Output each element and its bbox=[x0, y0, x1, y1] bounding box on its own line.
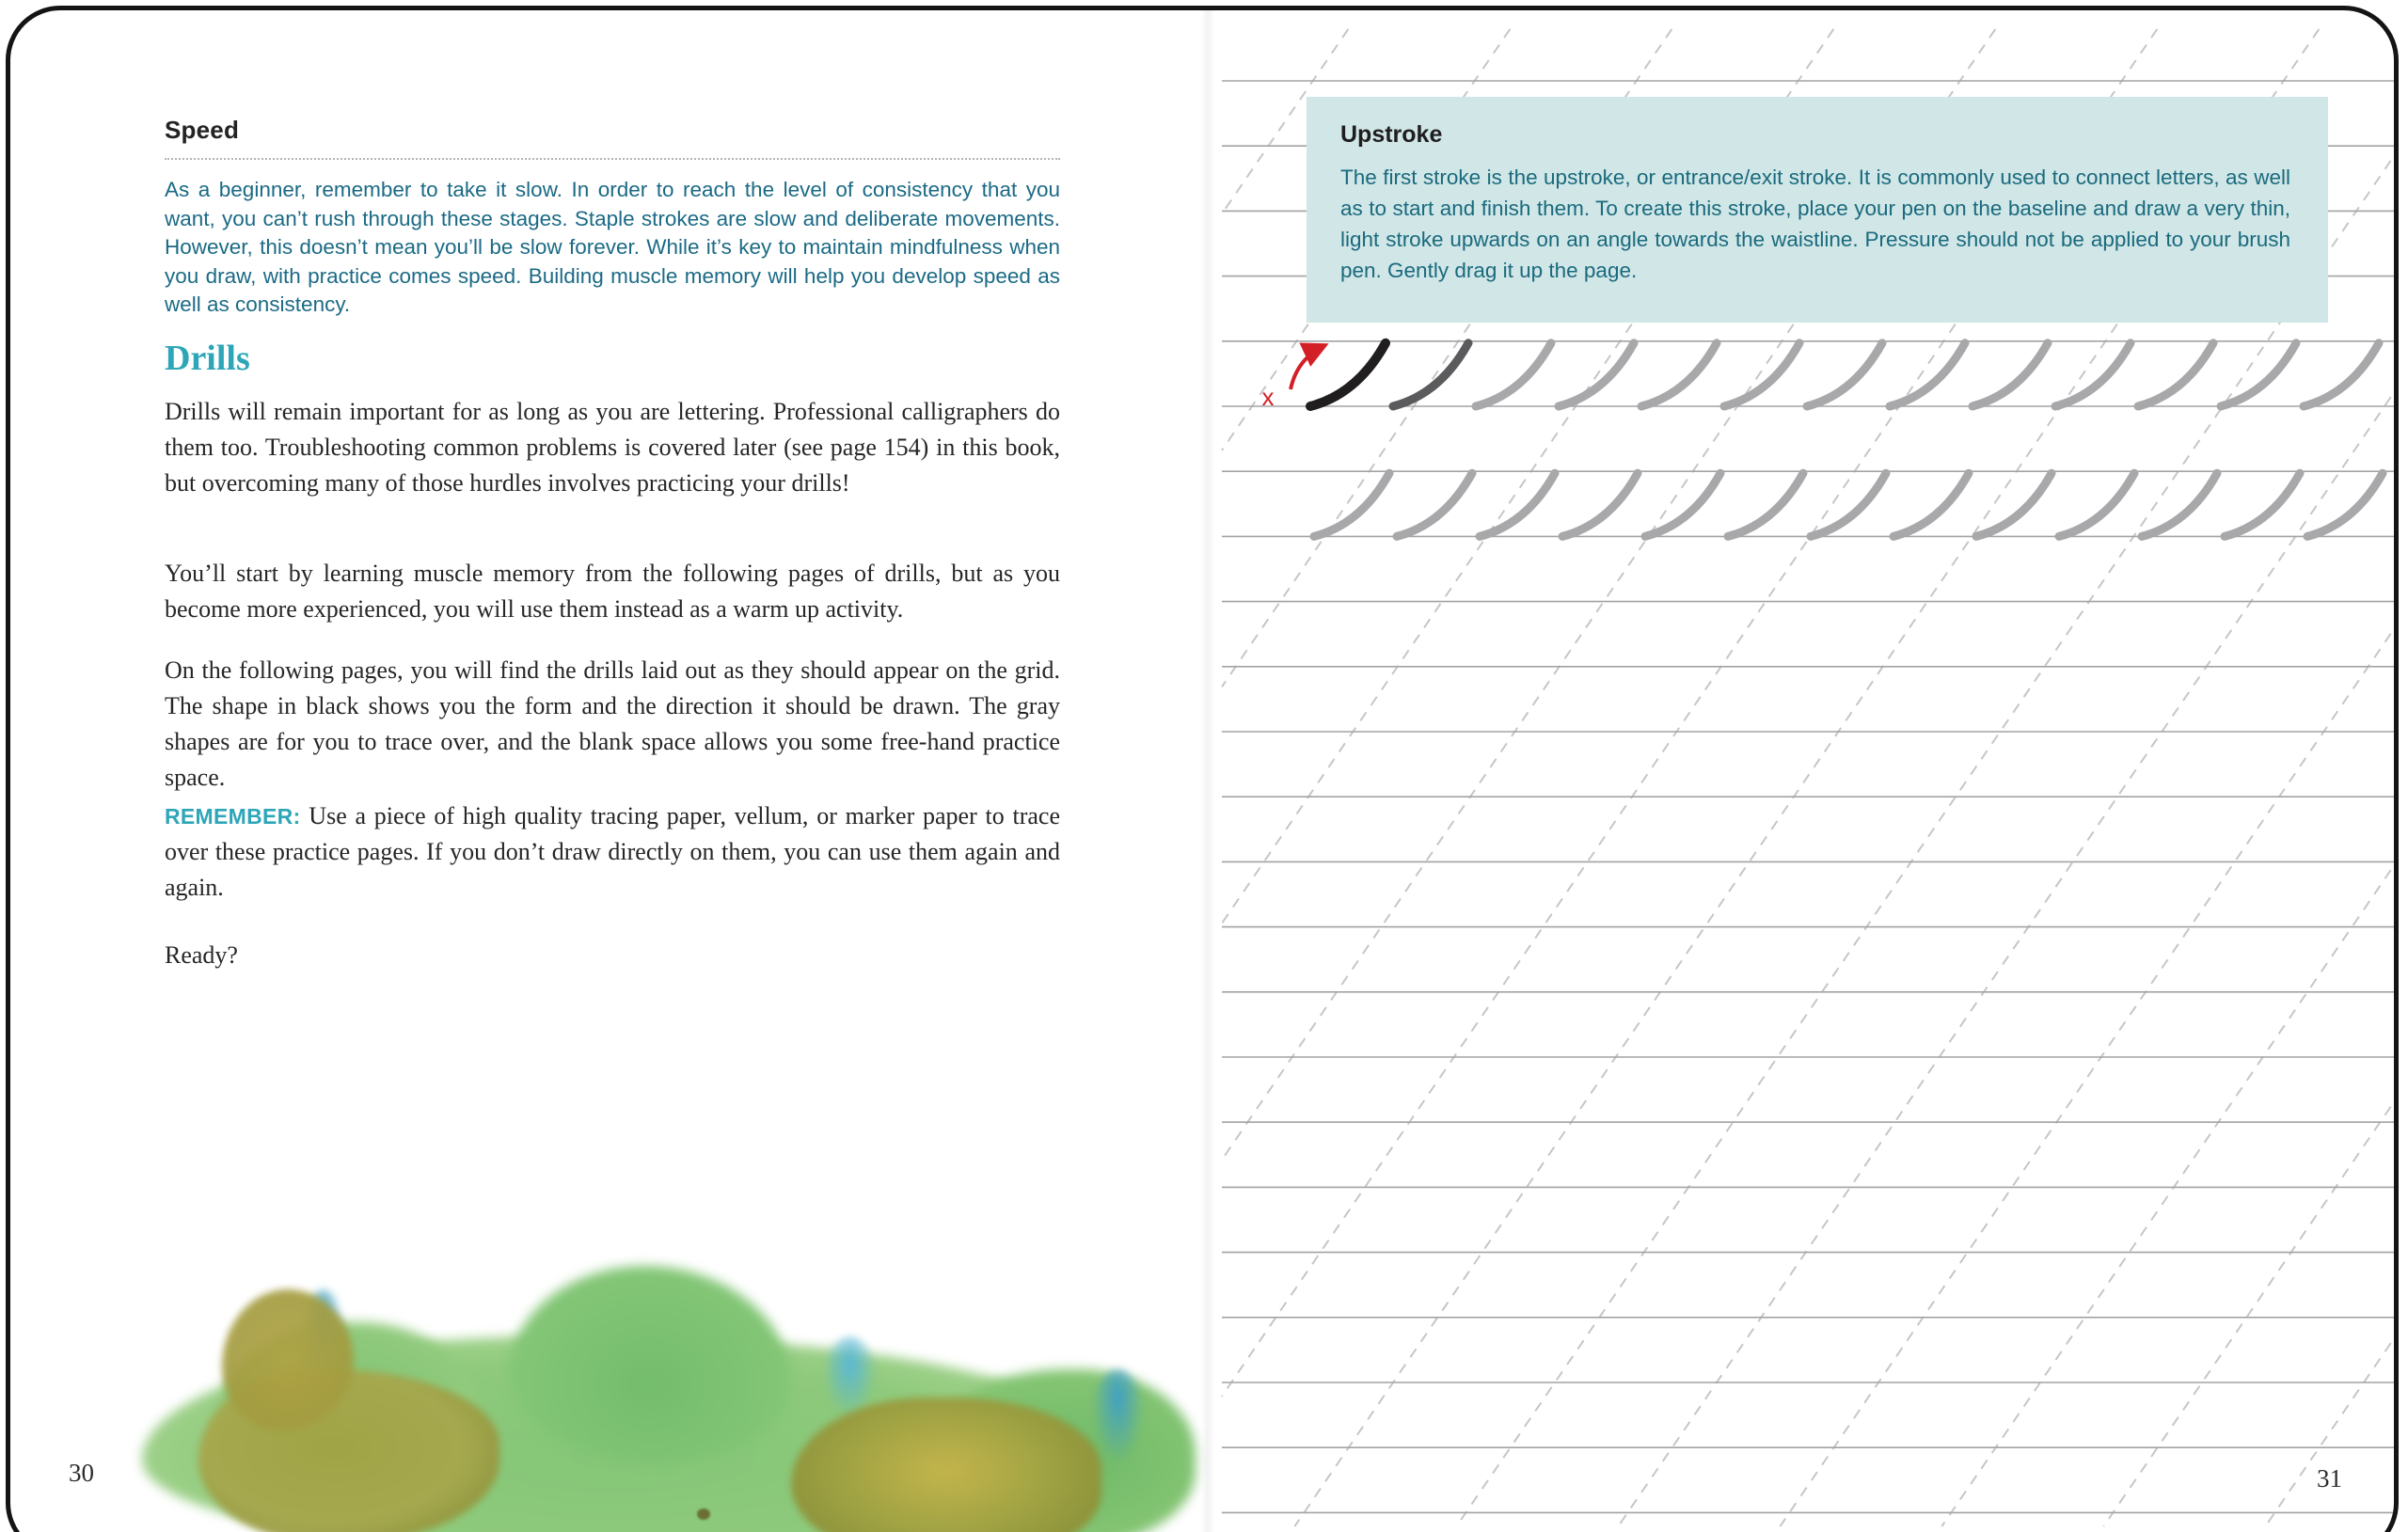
upstroke-drill-stroke bbox=[1811, 473, 1886, 536]
remember-text: Use a piece of high quality tracing paper, vellum, or marker paper to trace over these practice pages. If you don’t draw directly on them, you can use them again and again. bbox=[165, 802, 1060, 901]
page-number-right: 31 bbox=[2317, 1464, 2342, 1493]
watercolor-teal-accent bbox=[1092, 1369, 1144, 1463]
spread bbox=[6, 6, 2399, 1532]
slant-guide-line bbox=[1618, 382, 2399, 1526]
watercolor-olive-blob bbox=[791, 1398, 1101, 1532]
upstroke-drill-stroke bbox=[1310, 343, 1386, 406]
slant-guide-line bbox=[2265, 1328, 2399, 1526]
callout-body: The first stroke is the upstroke, or entrance/exit stroke. It is commonly used to connect letters, as well as to start and finish them. To create this stroke, place your pen on the baseline and draw a very thin, light stroke upwards on an angle towards the waistline. Pressure should not be applied to your brush pen. Gently drag it up the page. bbox=[1340, 166, 2290, 282]
slant-guide-line bbox=[1941, 855, 2399, 1526]
upstroke-drill-stroke bbox=[1724, 343, 1799, 406]
upstroke-drill-stroke bbox=[1476, 343, 1551, 406]
remember-paragraph bbox=[165, 798, 1060, 906]
drills-paragraph: Drills will remain important for as long as you are lettering. Professional calligraphers do them too. Troubleshooting common problems is covered later (see page 154) in this book, but overcoming many of those hurdles involves practicing your drills! bbox=[165, 398, 1060, 497]
upstroke-drill-stroke bbox=[1562, 473, 1638, 536]
upstroke-drill-stroke bbox=[1314, 473, 1389, 536]
upstroke-callout bbox=[1307, 97, 2328, 323]
drills-paragraph: You’ll start by learning muscle memory from the following pages of drills, but as you become more experienced, you will use them instead as a warm up activity. bbox=[165, 560, 1060, 623]
callout-heading: Upstroke bbox=[1340, 121, 1443, 148]
watercolor-speck bbox=[697, 1508, 710, 1520]
upstroke-drill-stroke bbox=[1972, 343, 2048, 406]
watercolor-teal-accent bbox=[824, 1336, 876, 1416]
heading-speed: Speed bbox=[165, 116, 1060, 160]
upstroke-drill-stroke bbox=[1641, 343, 1717, 406]
upstroke-drill-stroke bbox=[2307, 473, 2383, 536]
slant-guide-line bbox=[1780, 618, 2399, 1526]
upstroke-drill-stroke bbox=[2059, 473, 2134, 536]
upstroke-drill-stroke bbox=[1393, 343, 1468, 406]
upstroke-drill-stroke bbox=[1645, 473, 1720, 536]
watercolor-illustration bbox=[133, 1256, 1120, 1532]
upstroke-drill-stroke bbox=[2304, 343, 2379, 406]
upstroke-drill-stroke bbox=[1893, 473, 1969, 536]
upstroke-drill-stroke bbox=[1890, 343, 1965, 406]
watercolor-blob bbox=[509, 1266, 791, 1463]
upstroke-drill-stroke bbox=[2142, 473, 2217, 536]
direction-arrow-icon bbox=[1291, 345, 1325, 389]
upstroke-drill-stroke bbox=[1397, 473, 1472, 536]
upstroke-drill-stroke bbox=[2138, 343, 2213, 406]
upstroke-drill-stroke bbox=[1728, 473, 1803, 536]
closing-question: Ready? bbox=[165, 941, 238, 969]
upstroke-drill-stroke bbox=[1480, 473, 1555, 536]
remember-label: REMEMBER: bbox=[165, 804, 301, 829]
drills-paragraph: On the following pages, you will find the drills laid out as they should appear on the grid. The shape in black shows you the form and the direction it should be drawn. The gray shapes are for you to trace over, and the blank space allows you some free-hand practice space. bbox=[165, 656, 1060, 791]
upstroke-drill-stroke bbox=[2055, 343, 2131, 406]
upstroke-drill-stroke bbox=[1807, 343, 1882, 406]
speed-paragraph: As a beginner, remember to take it slow. In order to reach the level of consistency that you want, you can’t rush through these stages. Staple strokes are slow and deliberate movements. However, this doesn’t mean you’ll be slow forever. While it’s key to maintain mindfulness when you draw, with practice comes speed. Building muscle memory will help you develop speed as well as consistency. bbox=[165, 178, 1060, 316]
upstroke-drill-stroke bbox=[2225, 473, 2300, 536]
upstroke-drill-stroke bbox=[1976, 473, 2052, 536]
slant-guide-line bbox=[1456, 145, 2399, 1526]
start-marker: x bbox=[1261, 383, 1275, 411]
heading-drills: Drills bbox=[165, 339, 250, 378]
page-fold-shadow bbox=[1201, 10, 1214, 1532]
slant-guide-line bbox=[2103, 1091, 2399, 1526]
page-number-left: 30 bbox=[69, 1459, 94, 1487]
